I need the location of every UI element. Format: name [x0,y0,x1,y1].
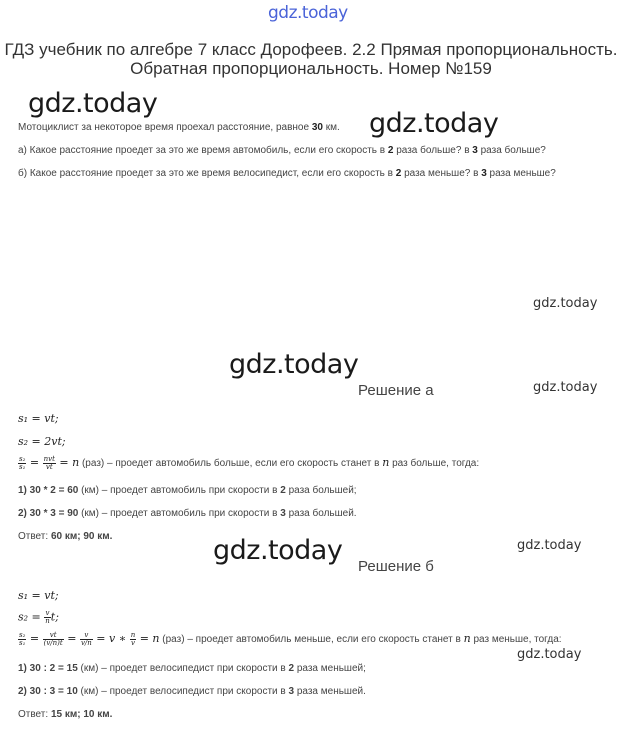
solution-b-step1: 1) 30 : 2 = 15 (км) – проедет велосипедист при скорости в 2 раза меньшей; [18,663,366,674]
problem-part-b: б) Какое расстояние проедет за это же время велосипедист, если его скорость в 2 раза меньше? в 3 раза меньше? [18,168,556,179]
solution-a-answer: Ответ: 60 км; 90 км. [18,531,113,542]
solution-b-heading: Решение б [358,558,434,575]
solution-b-answer: Ответ: 15 км; 10 км. [18,709,113,720]
watermark: gdz.today [517,647,582,662]
solution-a-step1: 1) 30 * 2 = 60 (км) – проедет автомобиль при скорости в 2 раза большей; [18,485,357,496]
solution-b-eq1: s₁ = vt; [18,589,59,602]
solution-a-heading: Решение а [358,382,434,399]
watermark: gdz.today [28,88,158,119]
solution-a-eq2: s₂ = 2vt; [18,435,66,448]
fraction: $\frac{\text{nvt}}{vt}$ [43,455,55,471]
watermark: gdz.today [213,535,343,566]
fraction: $\frac{\text{s₂}}{\text{s₁}}$ [19,631,26,647]
watermark: gdz.today [533,380,598,395]
fraction: $\frac{v}{v/n}$ [80,631,92,647]
problem-part-a: а) Какое расстояние проедет за это же время автомобиль, если его скорость в 2 раза больше? в 3 раза больше? [18,145,546,156]
fraction: $\frac{vt}{(v/n)t}$ [43,631,63,647]
solution-b-eq2: s₂ = $\frac{v}{n}$ t; [18,609,59,625]
problem-intro: Мотоциклист за некоторое время проехал расстояние, равное 30 км. [18,122,340,133]
watermark: gdz.today [369,108,499,139]
solution-a-eq1: s₁ = vt; [18,412,59,425]
watermark: gdz.today [533,296,598,311]
solution-a-ratio: $\frac{\text{s₂}}{\text{s₁}}$ = $\frac{\text{nvt}}{vt}$ = n (раз) – проедет автомобиль больше, если его скорость станет в n раз больше, тогда: [19,455,480,471]
page-title: ГДЗ учебник по алгебре 7 класс Дорофеев. 2.2 Прямая пропорциональность. Обратная пропорциональность. Номер №159 [4,40,618,78]
solution-b-step2: 2) 30 : 3 = 10 (км) – проедет велосипедист при скорости в 3 раза меньшей. [18,686,366,697]
solution-b-ratio: $\frac{\text{s₂}}{\text{s₁}}$ = $\frac{vt}{(v/n)t}$ = $\frac{v}{v/n}$ = v ∗ $\frac{n}{v}$ = n (раз) – проедет автомобиль меньше, если его скорость станет в n раз меньше, тогда: [19,631,562,647]
header-logo[interactable]: gdz.today [268,3,348,23]
fraction: $\frac{n}{v}$ [130,631,136,647]
fraction: $\frac{v}{n}$ [45,609,50,625]
watermark: gdz.today [517,538,582,553]
watermark: gdz.today [229,349,359,380]
solution-a-step2: 2) 30 * 3 = 90 (км) – проедет автомобиль при скорости в 3 раза большей. [18,508,357,519]
fraction: $\frac{\text{s₂}}{\text{s₁}}$ [19,455,26,471]
